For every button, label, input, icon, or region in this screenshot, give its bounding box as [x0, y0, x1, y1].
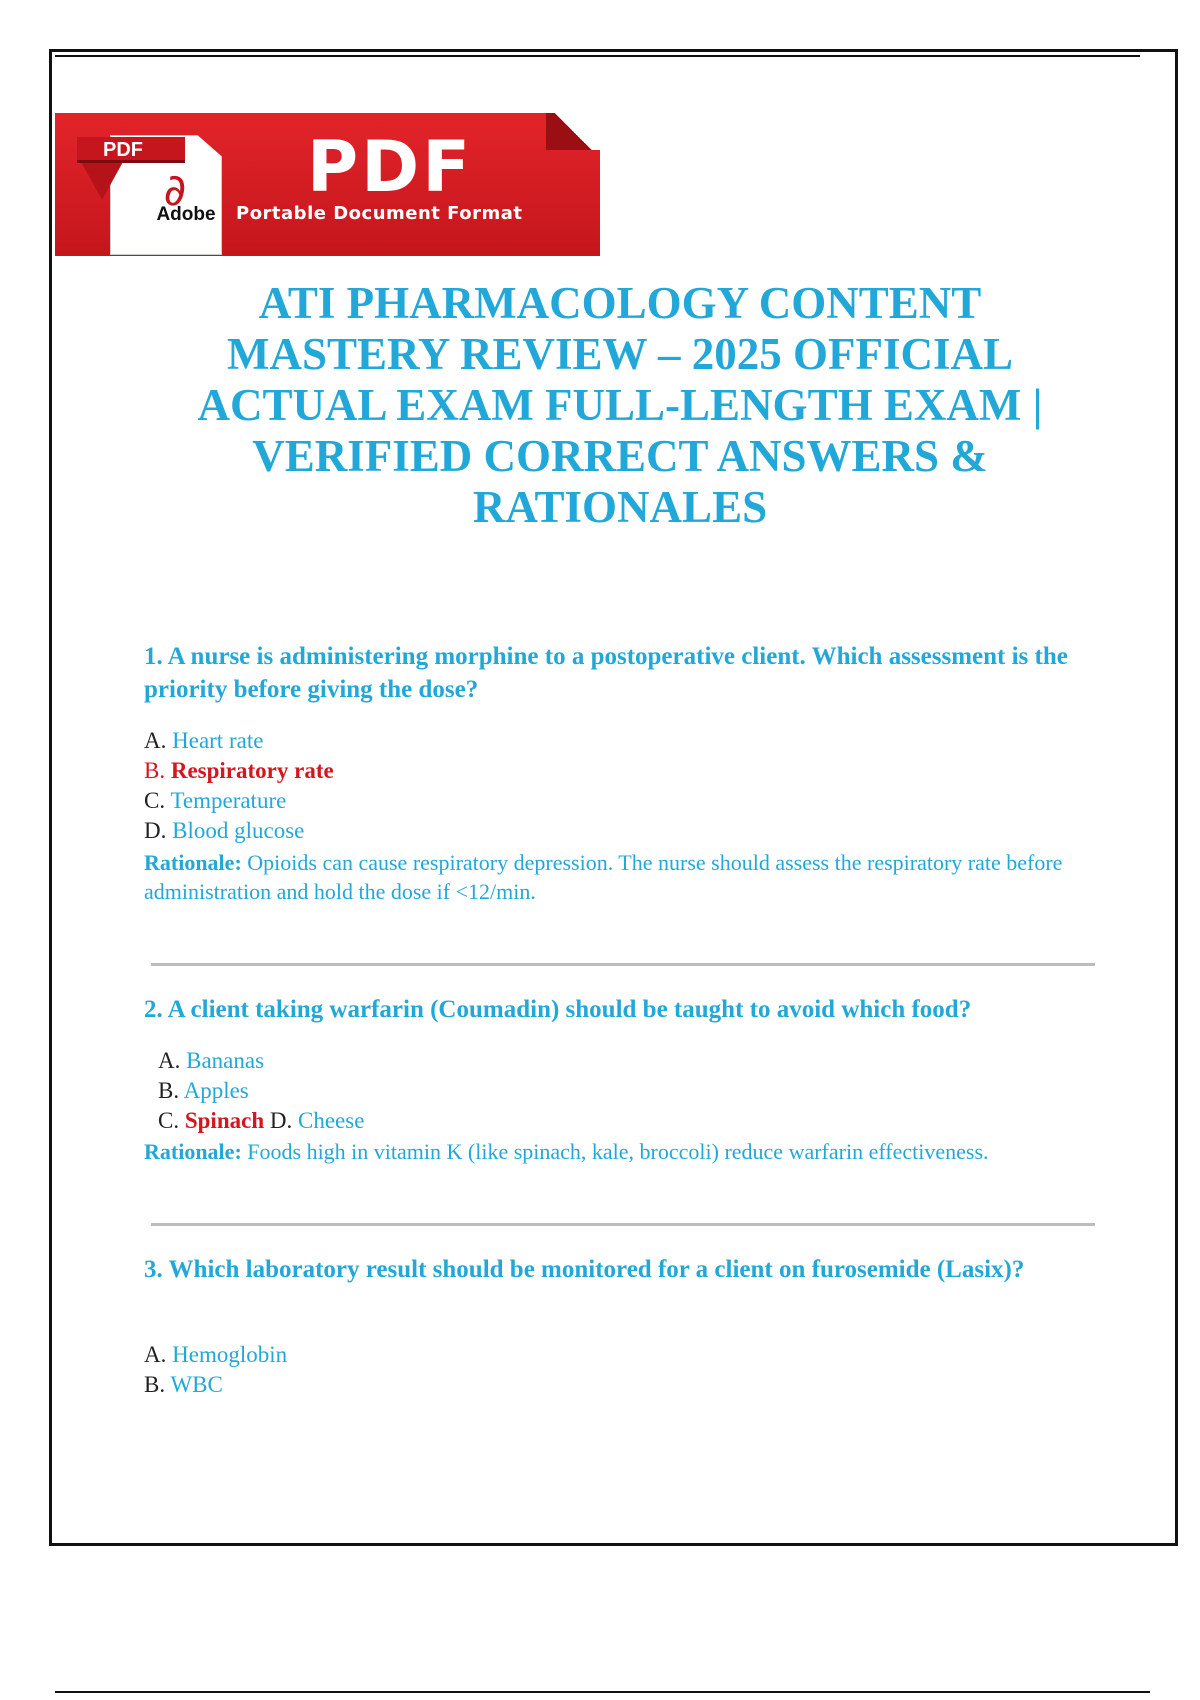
question-1-stem: 1. A nurse is administering morphine to a postoperative client. Which assessment is the priority before giving the dose? — [144, 643, 1068, 703]
option-letter: B. — [144, 1372, 166, 1397]
option-letter: C. — [158, 1108, 180, 1133]
rationale-text: Foods high in vitamin K (like spinach, kale, broccoli) reduce warfarin effectiveness. — [247, 1139, 989, 1164]
option-text: Hemoglobin — [172, 1342, 288, 1367]
option-letter: D. — [269, 1108, 293, 1133]
rationale-label: Rationale: — [144, 850, 242, 875]
option-letter: A. — [158, 1048, 181, 1073]
question-1-rationale — [144, 848, 1094, 906]
question-3-option-b — [144, 1370, 223, 1400]
pdf-banner-subtitle: Portable Document Format — [236, 203, 523, 224]
option-text: Temperature — [170, 788, 287, 813]
document-title: ATI PHARMACOLOGY CONTENT MASTERY REVIEW – 2025 OFFICIAL ACTUAL EXAM FULL-LENGTH EXAM | VERIFIED CORRECT ANSWERS & RATIONALES — [197, 278, 1043, 532]
question-3-stem: 3. Which laboratory result should be monitored for a client on furosemide (Lasix)? — [144, 1256, 1025, 1283]
adobe-acrobat-icon: ∂ — [163, 165, 187, 216]
rationale-text: Opioids can cause respiratory depression. The nurse should assess the respiratory rate before administration and hold the dose if <12/min. — [144, 850, 1063, 904]
option-letter: A. — [144, 1342, 167, 1367]
question-2-option-b — [158, 1076, 249, 1106]
pdf-banner-title: PDF — [306, 126, 474, 208]
question-2-option-c-d-line — [158, 1106, 364, 1136]
banner-fold-corner — [546, 113, 600, 150]
option-letter: C. — [144, 788, 166, 813]
question-1-option-b-correct — [144, 756, 334, 786]
question-1-option-c — [144, 786, 286, 816]
option-text: Apples — [183, 1078, 249, 1103]
rationale-label: Rationale: — [144, 1139, 242, 1164]
section-divider — [151, 1223, 1095, 1226]
option-text: WBC — [170, 1372, 223, 1397]
question-1-option-a — [144, 726, 263, 756]
question-2-option-a — [158, 1046, 264, 1076]
section-divider — [151, 963, 1095, 966]
option-letter: B. — [144, 758, 166, 783]
download-arrow-icon — [80, 160, 124, 200]
option-text: Cheese — [297, 1108, 365, 1133]
pdf-tag: PDF — [77, 137, 185, 163]
option-letter: D. — [144, 818, 167, 843]
option-text: Heart rate — [172, 728, 264, 753]
option-text: Blood glucose — [172, 818, 305, 843]
option-letter: B. — [158, 1078, 180, 1103]
option-letter: A. — [144, 728, 167, 753]
question-2-rationale — [144, 1137, 1094, 1166]
option-text: Bananas — [186, 1048, 265, 1073]
adobe-label: Adobe — [156, 204, 216, 225]
option-text-correct: Spinach — [184, 1108, 265, 1133]
top-rule — [55, 55, 1140, 57]
option-text: Respiratory rate — [170, 758, 334, 783]
bottom-rule — [55, 1691, 1150, 1693]
question-1-option-d — [144, 816, 304, 846]
question-3-option-a — [144, 1340, 287, 1370]
question-2-stem: 2. A client taking warfarin (Coumadin) should be taught to avoid which food? — [144, 996, 972, 1023]
